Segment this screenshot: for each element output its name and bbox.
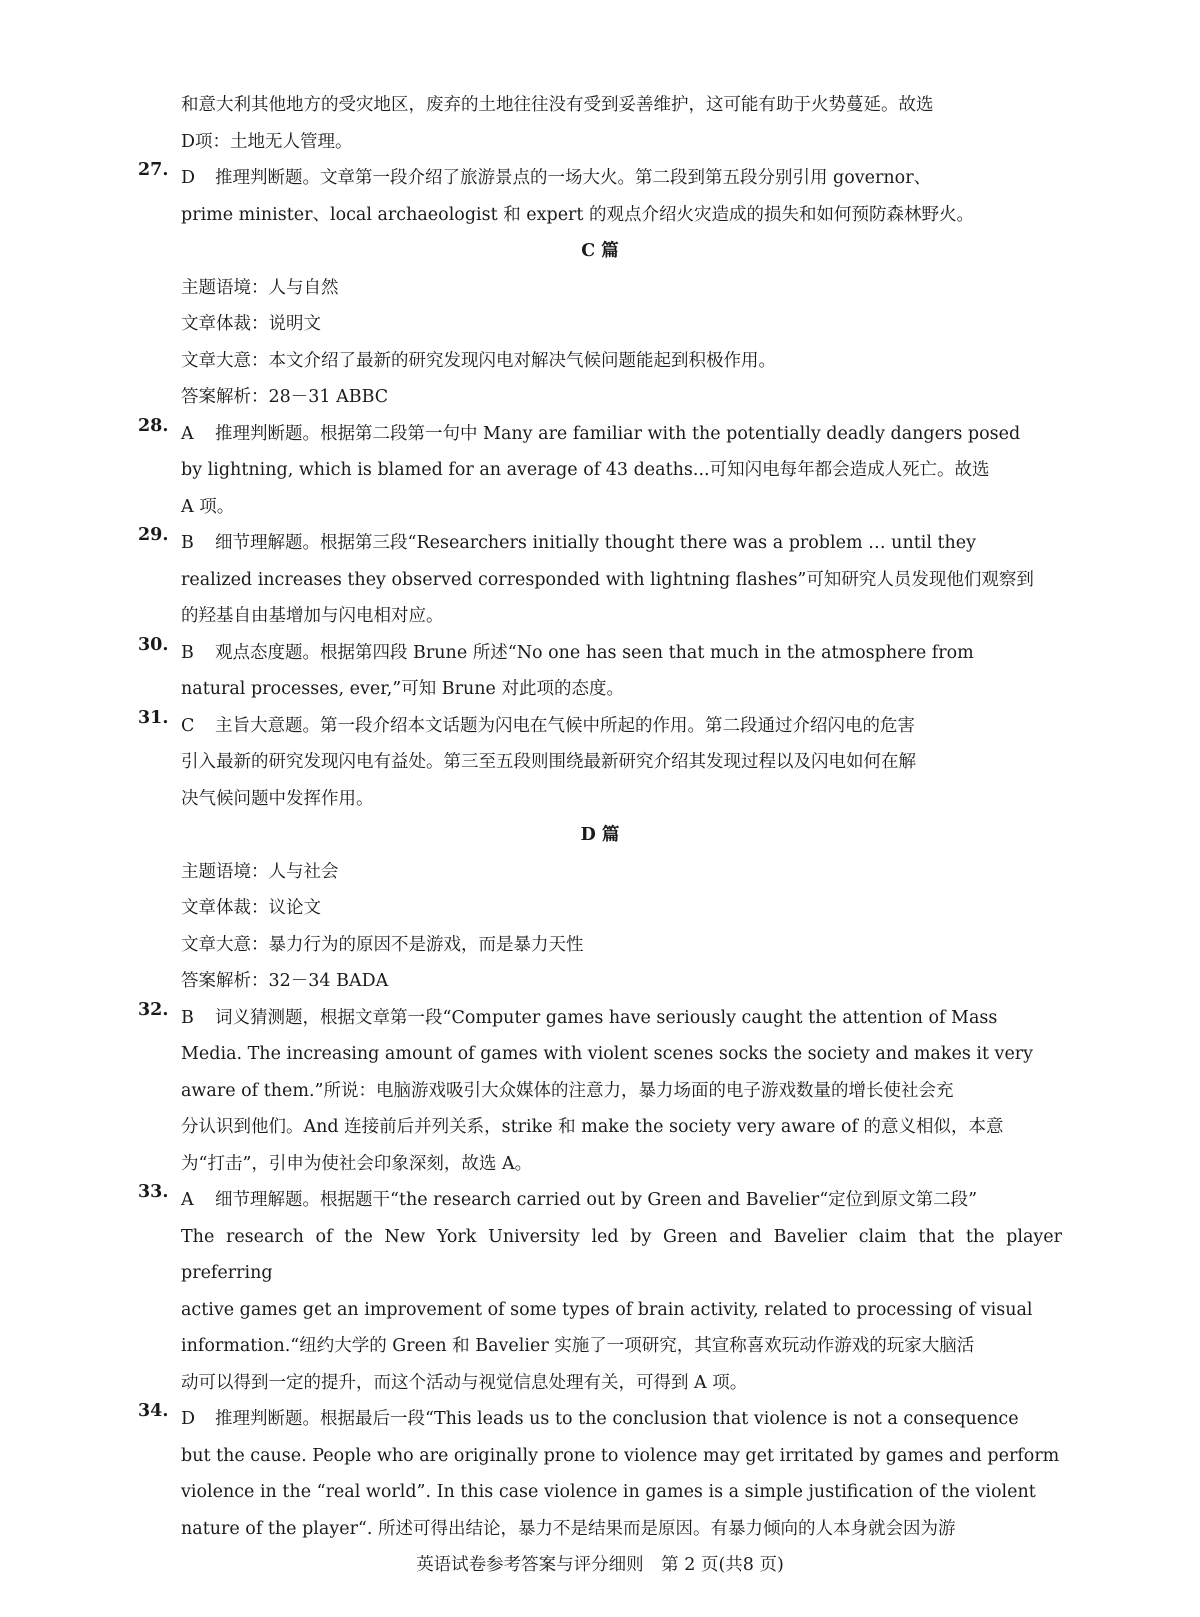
explanation-line: 观点态度题。根据第四段 Brune 所述“No one has seen that much in the atmosphere from (215, 642, 974, 663)
explanation-line: 推理判断题。根据第二段第一句中 Many are familiar with the potentially deadly dangers posed (215, 423, 1021, 444)
question-number: 31. (138, 707, 169, 728)
section-c-answers: 答案解析：28－31 ABBC (181, 387, 389, 407)
explanation-line: A 项。 (181, 496, 235, 517)
question-answer: A (181, 423, 194, 444)
explanation-line: 为“打击”，引申为使社会印象深刻，故选 A。 (181, 1153, 533, 1174)
question-27 (138, 160, 1062, 233)
question-answer: C (181, 715, 195, 736)
section-d-answers: 答案解析：32－34 BADA (181, 971, 389, 991)
explanation-line: realized increases they observed corresponded with lightning flashes”可知研究人员发现他们观察到 (181, 569, 1034, 590)
question-31 (138, 708, 1062, 818)
explanation-line: but the cause. People who are originally prone to violence may get irritated by games and perform (181, 1445, 1060, 1466)
page-content (138, 87, 1062, 1547)
explanation-line: 动可以得到一定的提升，而这个活动与视觉信息处理有关，可得到 A 项。 (181, 1372, 748, 1393)
question-34 (138, 1401, 1062, 1547)
question-answer: D (181, 1409, 196, 1429)
question-32 (138, 1000, 1062, 1183)
question-28 (138, 416, 1062, 526)
question-answer: D (181, 168, 196, 188)
question-number: 34. (138, 1401, 169, 1421)
explanation-line: prime minister、local archaeologist 和 expert 的观点介绍火灾造成的损失和如何预防森林野火。 (181, 204, 975, 225)
question-number: 28. (138, 415, 169, 436)
question-29 (138, 525, 1062, 635)
explanation-line: by lightning, which is blamed for an average of 43 deaths...可知闪电每年都会造成人死亡。故选 (181, 460, 990, 480)
explanation-line: 引入最新的研究发现闪电有益处。第三至五段则围绕最新研究介绍其发现过程以及闪电如何在解 (181, 752, 916, 772)
question-number: 30. (138, 634, 169, 655)
explanation-line: 细节理解题。根据第三段“Researchers initially thought there was a problem … until they (215, 533, 977, 553)
question-number: 33. (138, 1182, 169, 1202)
question-number: 32. (138, 999, 169, 1020)
explanation-line: active games get an improvement of some types of brain activity, related to processing of visual (181, 1299, 1033, 1320)
explanation-line: 推理判断题。文章第一段介绍了旅游景点的一场大火。第二段到第五段分别引用 governor、 (215, 168, 932, 188)
page-footer: 英语试卷参考答案与评分细则 第 2 页(共8 页) (416, 1555, 784, 1575)
explanation-line: information.“纽约大学的 Green 和 Bavelier 实施了一项研究，其宣称喜欢玩动作游戏的玩家大脑活 (181, 1336, 975, 1356)
question-number: 27. (138, 160, 169, 180)
section-d-genre: 文章体裁：议论文 (181, 898, 321, 918)
explanation-line: 的羟基自由基增加与闪电相对应。 (181, 606, 444, 626)
question-answer: B (181, 1007, 194, 1028)
explanation-line: nature of the player“. 所述可得出结论，暴力不是结果而是原因。有暴力倾向的人本身就会因为游 (181, 1518, 956, 1539)
explanation-line: 推理判断题。根据最后一段“This leads us to the conclusion that violence is not a consequence (215, 1409, 1019, 1429)
explanation-line: aware of them.”所说：电脑游戏吸引大众媒体的注意力，暴力场面的电子游戏数量的增长使社会充 (181, 1080, 954, 1101)
intro-line-2: D项：土地无人管理。 (181, 131, 353, 152)
section-d-heading: D 篇 (580, 825, 620, 845)
section-c-genre: 文章体裁：说明文 (181, 314, 321, 334)
question-answer: B (181, 533, 194, 553)
section-c-heading: C 篇 (581, 241, 619, 261)
explanation-line: 决气候问题中发挥作用。 (181, 788, 374, 809)
explanation-line: natural processes, ever,”可知 Brune 对此项的态度。 (181, 679, 624, 699)
question-30 (138, 635, 1062, 708)
explanation-line: 分认识到他们。And 连接前后并列关系，strike 和 make the society very aware of 的意义相似，本意 (181, 1117, 1004, 1137)
explanation-line: 细节理解题。根据题干“the research carried out by Green and Bavelier“定位到原文第二段” (215, 1190, 978, 1210)
explanation-line: 主旨大意题。第一段介绍本文话题为闪电在气候中所起的作用。第二段通过介绍闪电的危害 (215, 715, 915, 736)
intro-line-1: 和意大利其他地方的受灾地区，废弃的土地往往没有受到妥善维护，这可能有助于火势蔓延。故选 (181, 95, 934, 115)
question-number: 29. (138, 525, 169, 545)
explanation-line: violence in the “real world”. In this case violence in games is a simple justification of the violent (181, 1482, 1036, 1502)
section-d-theme: 主题语境：人与社会 (181, 861, 339, 882)
explanation-line: 词义猜测题，根据文章第一段“Computer games have seriously caught the attention of Mass (215, 1007, 998, 1028)
section-d-summary: 文章大意：暴力行为的原因不是游戏，而是暴力天性 (181, 934, 584, 955)
question-answer: B (181, 642, 194, 663)
explanation-line: The research of the New York University led by Green and Bavelier claim that the player preferring (181, 1226, 1062, 1283)
question-33 (138, 1182, 1062, 1401)
section-c-summary: 文章大意：本文介绍了最新的研究发现闪电对解决气候问题能起到积极作用。 (181, 350, 776, 371)
explanation-line: Media. The increasing amount of games with violent scenes socks the society and makes it very (181, 1044, 1034, 1064)
section-c-theme: 主题语境：人与自然 (181, 277, 339, 298)
question-answer: A (181, 1190, 194, 1210)
